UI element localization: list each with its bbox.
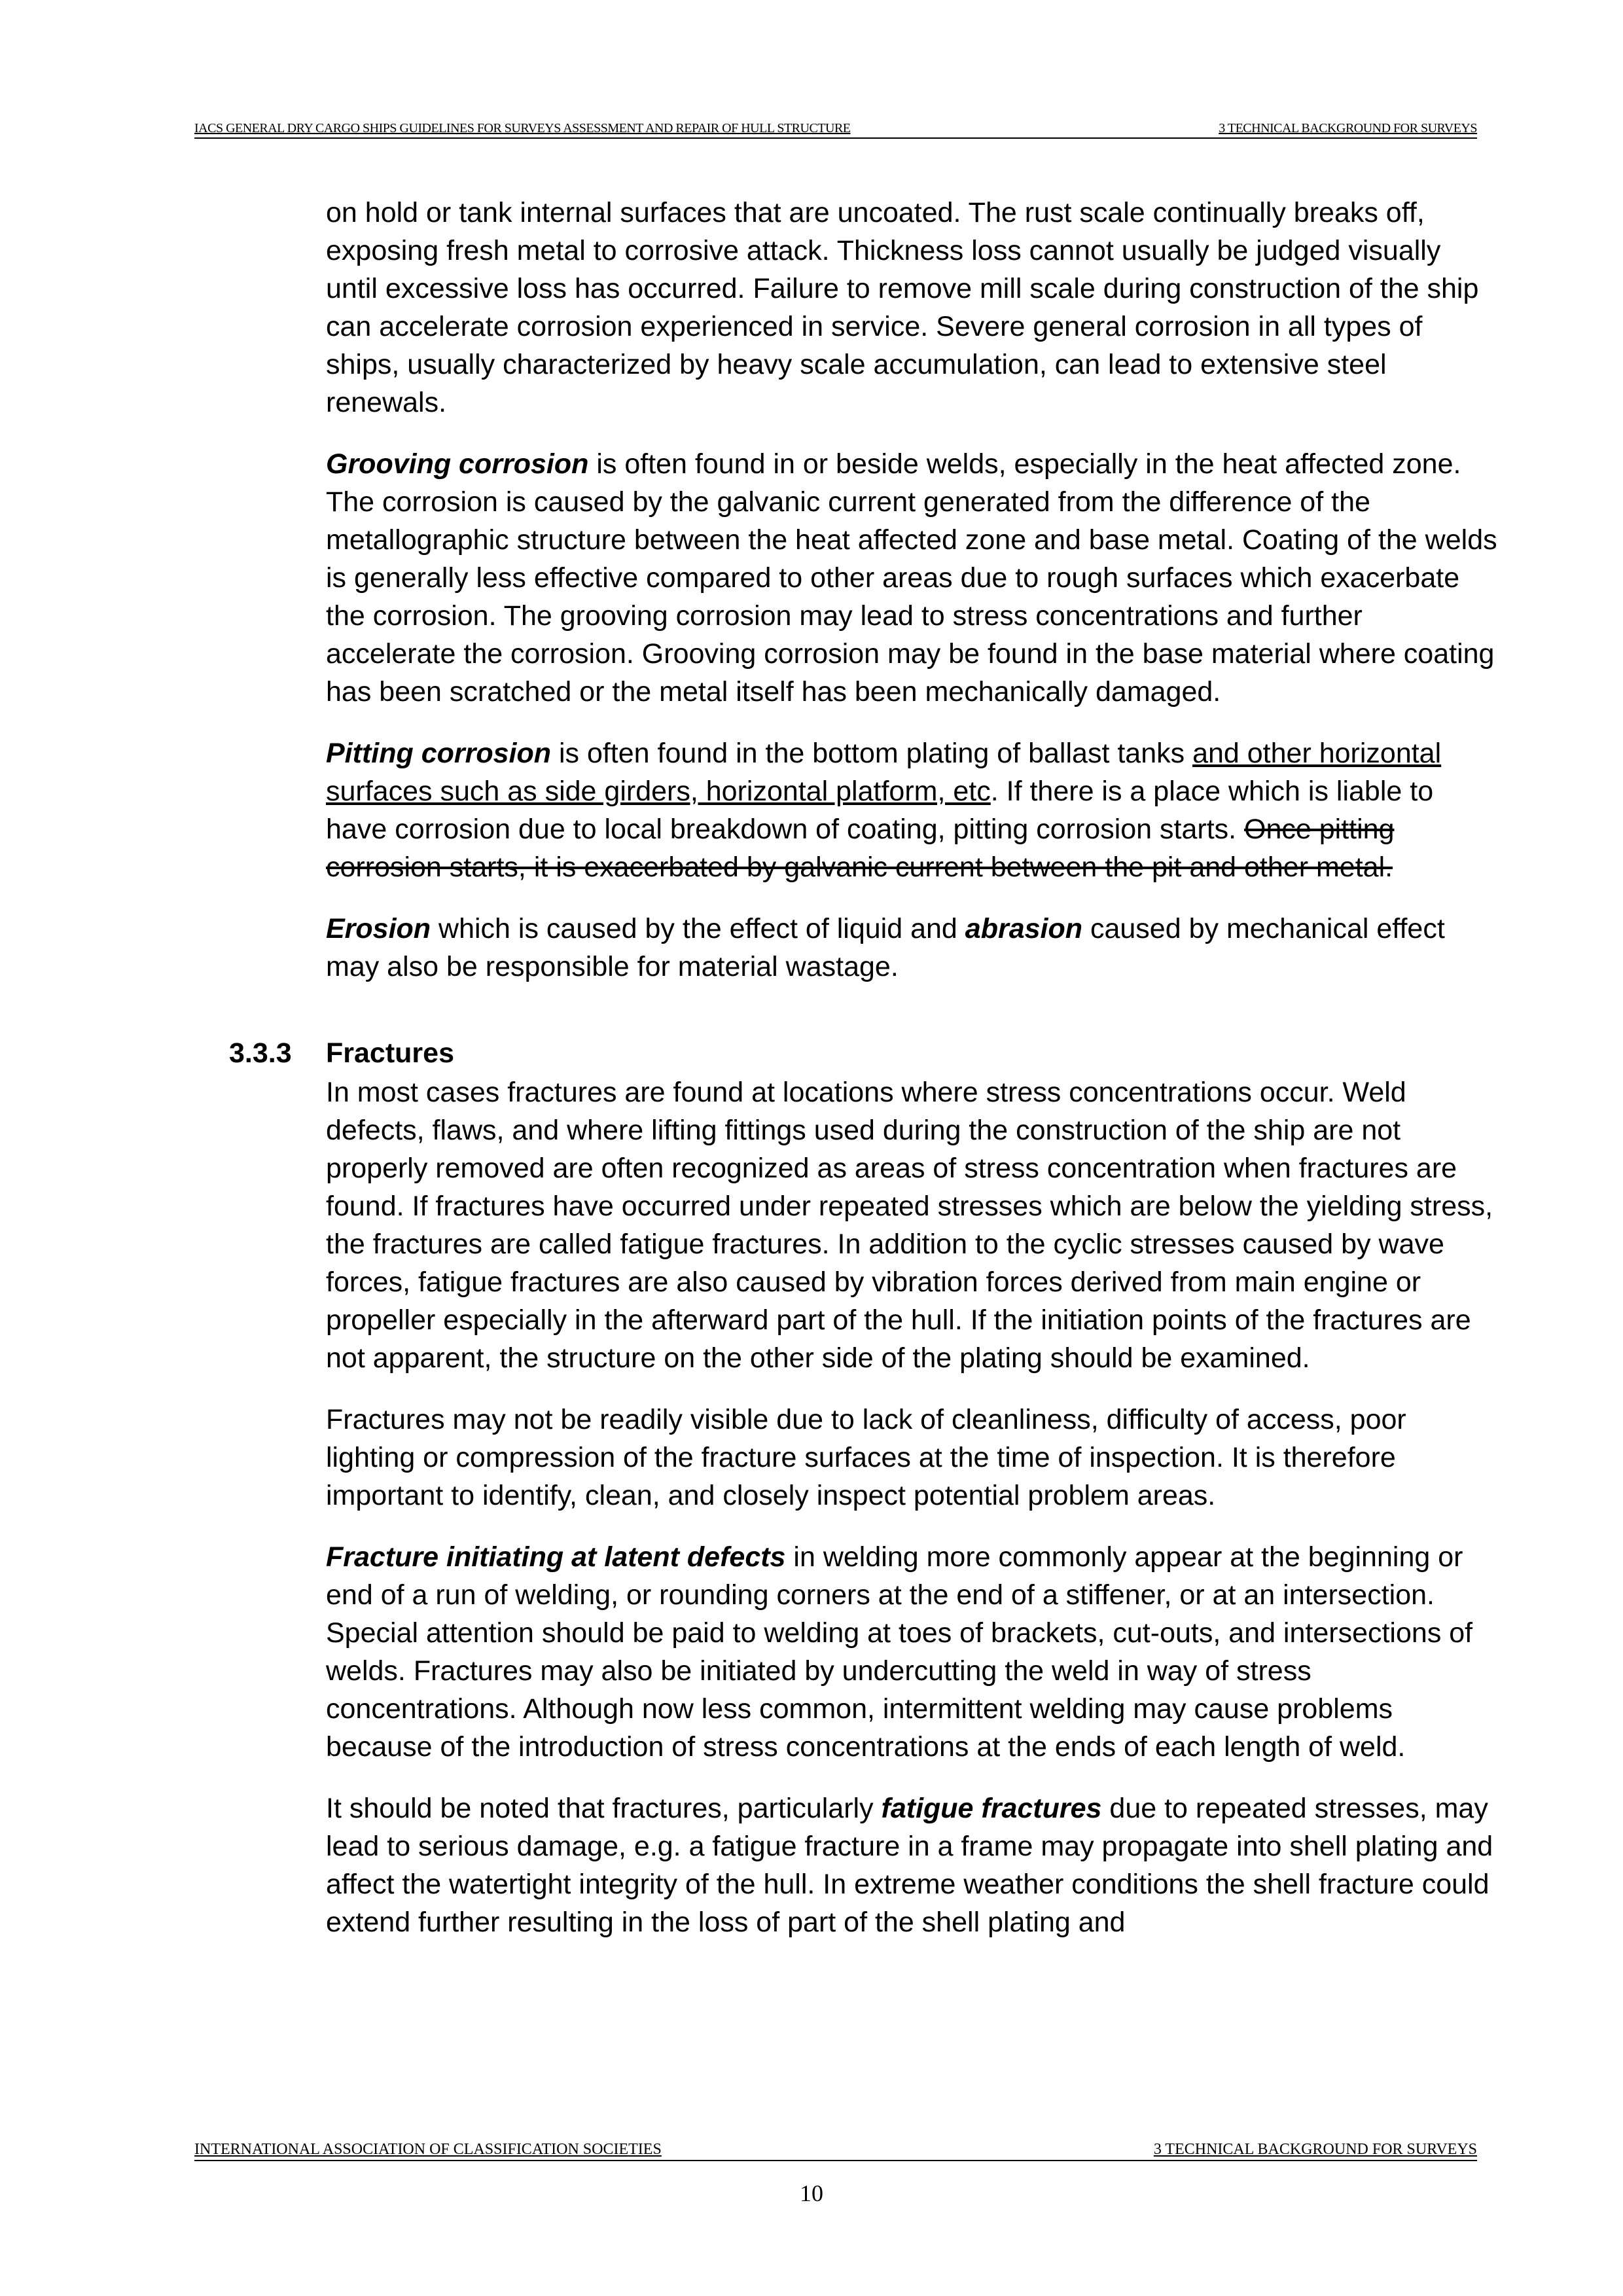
paragraph-fractures-visibility: [326, 1401, 1497, 1515]
section-title: Fractures: [326, 1037, 454, 1069]
term-fatigue-fractures: fatigue fractures: [881, 1793, 1102, 1824]
paragraph-text: due to repeated stresses, may lead to serious damage, e.g. a fatigue fracture in a frame may propagate into shell plating and affect the watertight integrity of the hull. In extreme weather conditions the shell fracture could extend further resulting in the loss of part of the shell plating and: [326, 1793, 1493, 1938]
paragraph-text: on hold or tank internal surfaces that are uncoated. The rust scale continually breaks off, exposing fresh metal to corrosive attack. Thickness loss cannot usually be judged visually until excessive loss has occurred. Failure to remove mill scale during construction of the ship can accelerate corrosion experienced in service. Severe general corrosion in all types of ships, usually characterized by heavy scale accumulation, can lead to extensive steel renewals.: [326, 197, 1479, 418]
term-abrasion: abrasion: [965, 913, 1083, 944]
term-erosion: Erosion: [326, 913, 431, 944]
paragraph-text: caused by mechanical effect may also be responsible for material wastage.: [326, 913, 1445, 982]
paragraph-latent-defects: [326, 1538, 1497, 1766]
term-pitting-corrosion: Pitting corrosion: [326, 738, 551, 769]
section-heading: [229, 1034, 1497, 1072]
paragraph-text: is often found in or beside welds, especially in the heat affected zone. The corrosion is caused by the galvanic current generated from the difference of the metallographic structure between the heat affected zone and base metal. Coating of the welds is generally less effective compared to other areas due to rough surfaces which exacerbate the corrosion. The grooving corrosion may lead to stress concentrations and further accelerate the corrosion. Grooving corrosion may be found in the base material where coating has been scratched or the metal itself has been mechanically damaged.: [326, 448, 1497, 708]
paragraph-erosion: [326, 910, 1497, 986]
paragraph-general-corrosion: [326, 194, 1497, 422]
inserted-text: and other horizontal surfaces such as side girders, horizontal platform, etc: [326, 738, 1442, 807]
paragraph-text: In most cases fractures are found at locations where stress concentrations occur. Weld defects, flaws, and where lifting fittings used during the construction of the ship are not properly removed are often recognized as areas of stress concentration when fractures are found. If fractures have occurred under repeated stresses which are below the yielding stress, the fractures are called fatigue fractures. In addition to the cyclic stresses caused by wave forces, fatigue fractures are also caused by vibration forces derived from main engine or propeller especially in the afterward part of the hull. If the initiation points of the fractures are not apparent, the structure on the other side of the plating should be examined.: [326, 1077, 1493, 1374]
paragraph-pitting-corrosion: [326, 734, 1497, 886]
paragraph-text: . If there is a place which is liable to have corrosion due to local breakdown of coating, pitting corrosion starts.: [326, 776, 1434, 845]
page-footer: [194, 2143, 1477, 2161]
header-document-title: IACS GENERAL DRY CARGO SHIPS GUIDELINES FOR SURVEYS ASSESSMENT AND REPAIR OF HULL STRUCTURE: [194, 121, 851, 135]
footer-organization: INTERNATIONAL ASSOCIATION OF CLASSIFICATION SOCIETIES: [194, 2141, 662, 2158]
paragraph-text: is often found in the bottom plating of ballast tanks: [551, 738, 1193, 769]
paragraph-fractures-intro: [326, 1073, 1497, 1377]
paragraph-text: which is caused by the effect of liquid and: [431, 913, 965, 944]
page-number: 10: [800, 2180, 823, 2206]
footer-chapter-title: 3 TECHNICAL BACKGROUND FOR SURVEYS: [1153, 2141, 1477, 2158]
paragraph-text: It should be noted that fractures, particularly: [326, 1793, 882, 1824]
paragraph-fatigue-fractures: [326, 1789, 1497, 1941]
paragraph-text: in welding more commonly appear at the beginning or end of a run of welding, or rounding corners at the end of a stiffener, or at an intersection. Special attention should be paid to welding at toes of brackets, cut-outs, and intersections of welds. Fractures may also be initiated by undercutting the weld in way of stress concentrations. Although now less common, intermittent welding may cause problems because of the introduction of stress concentrations at the ends of each length of weld.: [326, 1541, 1473, 1763]
header-chapter-title: 3 TECHNICAL BACKGROUND FOR SURVEYS: [1219, 121, 1477, 135]
paragraph-grooving-corrosion: [326, 445, 1497, 711]
term-latent-defects: Fracture initiating at latent defects: [326, 1541, 786, 1573]
page-body: [229, 194, 1497, 1965]
term-grooving-corrosion: Grooving corrosion: [326, 448, 589, 480]
paragraph-text: Fractures may not be readily visible due to lack of cleanliness, difficulty of access, poor lighting or compression of the fracture surfaces at the time of inspection. It is therefore important to identify, clean, and closely inspect potential problem areas.: [326, 1404, 1406, 1511]
section-number: 3.3.3: [229, 1037, 292, 1069]
deleted-text: Once pitting corrosion starts, it is exacerbated by galvanic current between the pit and other metal.: [326, 814, 1395, 883]
page-header: [194, 120, 1477, 139]
